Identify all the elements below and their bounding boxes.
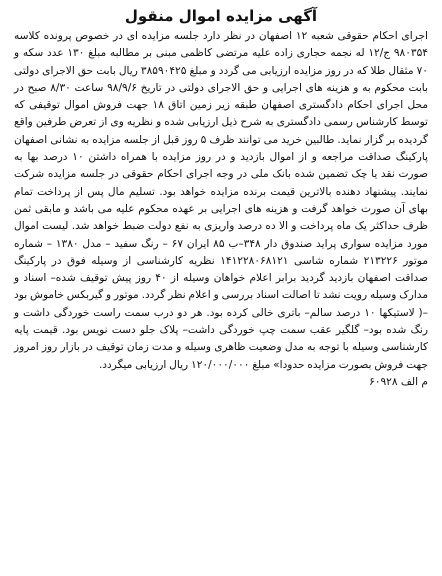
notice-title: آگهی مزایده اموال منقول xyxy=(124,7,318,25)
notice-reference: م الف ۶۰۹۲۸ xyxy=(369,375,428,388)
notice-body: اجرای احکام حقوقی شعبه ۱۲ اصفهان در نظر دارد جلسه مزایده ای در خصوص پرونده کلاسه ۹۸۰۳۵۴ ج/۱۲ له نجمه حجاری زاده علیه مرتضی کاظمی مبنی بر مطالبه مبلغ ۱۳۰ عدد سکه و ۷۰ مثقال طلا که در روز مزایده ارزیابی می گردد و مبلغ ۳۸۵۹۰۴۲۵ ریال بابت حق الاجرای دولتی بابت محکوم به و هزینه های اجرایی و حق الاجرای دولتی در تاریخ ۹۸/۹/۶ ساعت ۸/۳۰ صبح در محل اجرای احکام دادگستری اصفهان طبقه زیر زمین اتاق ۱۸ جهت فروش اموال توقیفی که توسط کارشناس رسمی دادگستری به شرح ذیل ارزیابی شده و نظریه وی از تعرض طرفین واقع گردیده بر گزار نماید. طالبین خرید می توانند ظرف ۵ روز قبل از جلسه مزایده به نشانی اصفهان پارکینگ صداقت مراجعه و از اموال بازدید و در روز مزایده با همراه داشتن ۱۰ درصد بها به صورت نقد یا چک تضمین شده بانک ملی در وجه اجرای احکام حقوقی در جلسه مزایده شرکت نمایند. پیشنهاد دهنده بالاترین قیمت برنده مزایده خواهد بود. تسلیم مال پس از پرداخت تمام بهای آن صورت خواهد گرفت و هزینه های اجرایی بر عهده محکوم علیه می باشد و مابقی ثمن ظرف حداکثر یک ماه پرداخت و الا ده درصد واریزی به نفع دولت ضبط خواهد شد. لیست اموال مورد مزایده سواری پراید صندوق دار ۳۴۸–ب ۸۵ ایران ۶۷ – رنگ سفید – مدل ۱۳۸۰ – شماره موتور ۲۱۳۲۲۶ شماره شاسی ۱۴۱۲۲۸۰۶۸۱۲۱ نظریه کارشناسی از وسیله فوق در پارکینگ صداقت اصفهان بازدید گردید برابر اعلام خواهان وسیله از ۴۰ روز پیش توقیف شده– اسناد و مدارک وسیله رویت نشد تا اصالت اسناد بررسی و اعلام نظر گردد. موتور و گیربکس خاموش بود –( لاستیکها ۱۰ درصد سالم– باتری خالی کرده بود. هر دو درب سمت راست خوردگی داشت و رنگ شده بود– گلگیر عقب سمت چپ خوردگی داشت– پلاک جلو دست نویس بود. قیمت پایه کارشناسی وسیله با توجه به مدل وضعیت ظاهری وسیله و مدت زمان توقیف در بازار روز امروز جهت فروش بصورت مزایده حدودا» مبلغ ۱۲۰/۰۰۰/۰۰۰ ریال ارزیابی میگردد. xyxy=(14,30,429,371)
